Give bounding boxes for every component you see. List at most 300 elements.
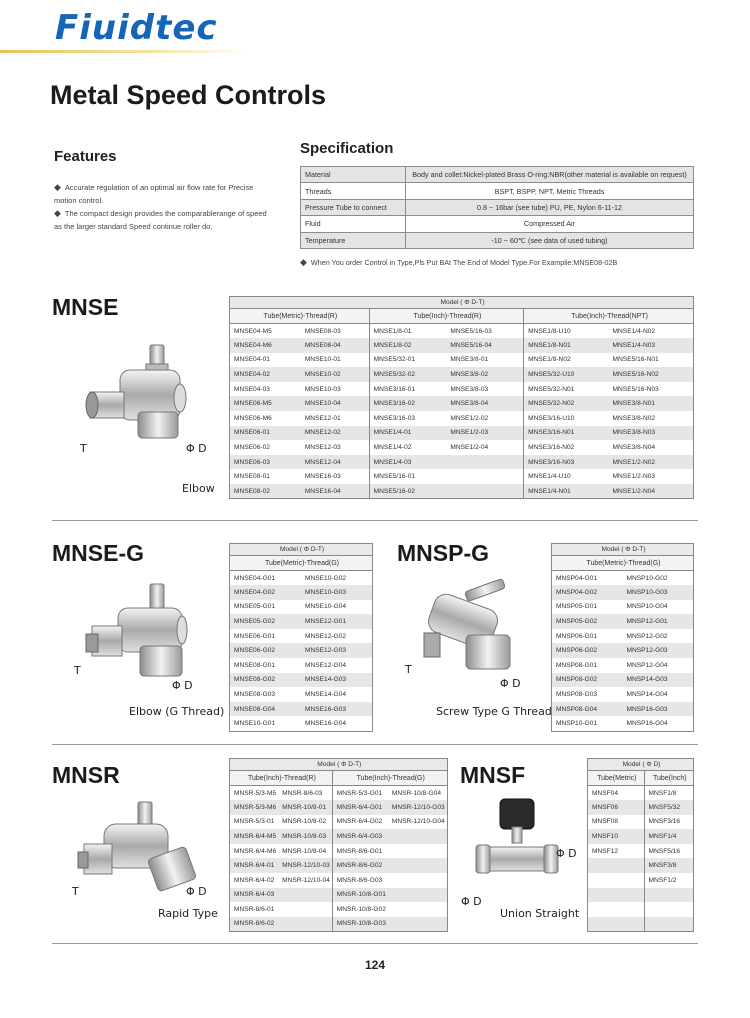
model-cell: MNSE3/16-U10 [524,411,609,426]
model-cell: MNSR-6/4-G01 [332,800,388,815]
model-cell: MNSE06-02 [234,444,270,452]
table-row [230,902,448,917]
table-row [552,673,694,688]
model-cell: MNSE16-G04 [305,719,347,727]
model-cell: MNSE12-04 [301,455,369,470]
model-cell: MNSE1/4-01 [369,426,446,441]
table-row [552,629,694,644]
table-row [230,367,694,382]
model-cell: MNSP08-G04 [552,702,623,717]
model-cell: MNSR-10/8-01 [278,800,332,815]
table-row [552,600,694,615]
mnsf-union-straight-image [472,795,572,895]
model-cell: MNSR-10/8-G02 [332,902,388,917]
model-cell: MNSR-10/8-03 [278,829,332,844]
model-cell: MNSE1/4-03 [369,455,446,470]
model-cell: MNSE16-G03 [301,702,373,717]
table-row [230,353,694,368]
model-cell: MNSE5/16-04 [446,338,523,353]
model-cell: MNSE10-03 [304,385,341,393]
model-cell: MNSE5/16-02 [369,484,446,499]
table-row [230,658,373,673]
table-row [552,571,694,586]
model-cell: MNSE1/2-03 [446,426,523,441]
model-cell: MNSE3/8-03 [450,385,489,393]
model-cell: MNSP05-G01 [556,603,598,611]
model-cell: MNSP14-G03 [623,673,694,688]
model-cell: MNSE1/2-N02 [609,455,694,470]
model-cell: MNSE10-01 [304,356,341,364]
model-cell [588,858,645,873]
model-cell: MNSE16-03 [304,473,341,481]
model-cell: MNSE1/8-02 [369,338,446,353]
model-cell [388,902,447,917]
table-row [230,455,694,470]
model-cell: MNSE5/16-01 [369,469,446,484]
spec-value: Body and collet:Nickel-plated Brass O-ring:NBR(other material is available on request) [406,167,694,183]
table-row [552,585,694,600]
spec-value: Compressed Air [406,216,694,232]
model-cell: MNSE08-01 [234,473,270,481]
model-cell: MNSE04-M5 [234,327,272,335]
spec-row [301,167,694,183]
model-cell: MNSR-8/6-03 [282,789,323,797]
model-cell: MNSF10 [588,829,645,844]
mnse-g-model-table [229,543,373,732]
model-cell: MNSF1/4 [644,829,693,844]
model-cell [588,873,645,888]
table-row [552,643,694,658]
model-cell: MNSE08-G01 [234,661,276,669]
table-row [588,800,694,815]
table-row [230,396,694,411]
model-cell: MNSE3/16-N02 [524,440,609,455]
model-cell: MNSF12 [592,847,619,855]
table-row [588,858,694,873]
model-cell: MNSE5/32-01 [369,353,446,368]
model-cell [388,888,447,903]
thread-label-t: T [72,885,79,898]
table-row [230,917,448,932]
table-row [230,585,373,600]
model-cell [388,873,447,888]
model-cell [388,917,447,932]
model-cell: MNSF04 [592,789,619,797]
model-cell: MNSP05-G02 [552,614,623,629]
model-cell: MNSE1/4-N02 [612,327,656,335]
model-cell: MNSE1/2-04 [450,444,489,452]
model-cell: MNSE1/2-N04 [609,484,694,499]
model-cell: MNSF08 [592,818,619,826]
spec-value: BSPT, BSPP, NPT, Metric Threads [406,183,694,199]
model-cell: MNSE10-02 [301,367,369,382]
group-header: Tube(Metric)-Thread(G) [552,556,694,571]
section-divider [52,744,698,745]
feature-item: ◆ The compact design provides the comparablerange of speed as the larger standard Speed continue roller do. [54,208,267,231]
table-row [230,469,694,484]
table-row [588,917,694,932]
table-row [588,888,694,903]
table-row [230,629,373,644]
diamond-bullet-icon: ◆ [54,182,61,192]
model-cell: MNSE12-02 [301,426,369,441]
model-cell: MNSE04-03 [234,385,270,393]
table-row [230,786,448,801]
table-row [230,614,373,629]
brand-logo: Fiuidtec [55,8,218,48]
model-cell: MNSE3/16-N01 [524,426,609,441]
model-cell: MNSR-10/8-02 [282,818,327,826]
group-header: Tube(Inch)-Thread(NPT) [524,309,694,324]
model-cell: MNSR-6/4-M5 [230,829,279,844]
model-cell: MNSE3/8-N01 [609,396,694,411]
model-cell: MNSR-12/10-04 [282,876,330,884]
model-cell: MNSE04-M6 [230,338,301,353]
model-cell: MNSE12-G03 [301,643,373,658]
model-cell: MNSP08-G03 [556,691,598,699]
model-cell: MNSE5/32-02 [369,367,446,382]
group-header: Tube(Metric) [588,771,645,786]
model-cell: MNSE14-G03 [301,673,373,688]
mnse-g-title: MNSE-G [52,540,144,566]
mnsr-title: MNSR [52,762,120,788]
group-header: Tube(Metric)-Thread(R) [230,309,370,324]
model-cell: MNSP06-G01 [556,632,598,640]
model-cell: MNSE1/4-02 [369,440,446,455]
model-cell: MNSE05-G01 [234,603,276,611]
mnsp-g-title: MNSP-G [397,540,489,566]
thread-label-t: T [74,664,81,677]
model-cell: MNSE3/16-03 [369,411,446,426]
table-row [552,614,694,629]
model-cell: MNSE08-G03 [234,691,276,699]
model-cell [278,902,332,917]
model-cell [388,858,447,873]
model-cell: MNSF3/8 [644,858,693,873]
model-cell: MNSR-6/4-M6 [234,847,277,855]
model-cell: MNSR-5/3-M5 [234,789,277,797]
table-row [230,382,694,397]
mnse-caption: Elbow [182,482,215,495]
model-cell: MNSR-5/3-01 [234,818,275,826]
model-cell: MNSR-6/4-G03 [332,829,388,844]
spec-key: Material [301,167,406,183]
table-row [588,902,694,917]
model-cell: MNSE5/16-N01 [612,356,659,364]
model-cell [446,484,523,499]
spec-key: Fluid [301,216,406,232]
table-row [230,338,694,353]
page-title: Metal Speed Controls [50,80,327,110]
model-cell: MNSE08-03 [304,327,341,335]
model-cell: MNSP12-G01 [623,614,694,629]
table-row [230,687,373,702]
model-cell: MNSE10-G03 [301,585,373,600]
group-header: Tube(Inch)-Thread(R) [369,309,523,324]
mnse-title: MNSE [52,294,119,320]
spec-key: Pressure Tube to connect [301,199,406,215]
model-cell: MNSR-8/6-G03 [332,873,388,888]
model-cell: MNSE12-G02 [305,632,347,640]
model-cell: MNSP10-G04 [626,603,668,611]
model-cell: MNSP04-G02 [552,585,623,600]
model-cell: MNSE1/4-N03 [609,338,694,353]
spec-value: -10 ~ 60℃ (see data of used tubing) [406,232,694,248]
model-cell: MNSE3/8-N03 [609,426,694,441]
model-header: Model ( Φ D-T) [230,544,373,556]
model-cell: MNSP14-G04 [626,691,668,699]
model-cell: MNSE10-G04 [305,603,347,611]
model-cell: MNSF06 [588,800,645,815]
model-cell: MNSR-6/4-G02 [332,815,388,830]
mnsr-caption: Rapid Type [158,907,218,920]
tube-diameter-label: Φ D [186,442,207,455]
model-cell [388,844,447,859]
model-cell: MNSE5/16-N02 [609,367,694,382]
model-cell: MNSE3/8-04 [446,396,523,411]
model-cell: MNSE08-G02 [230,673,302,688]
logo-underline [0,50,250,53]
tube-diameter-label: Φ D [556,847,577,860]
mnse-elbow-fitting-image [80,340,200,445]
model-cell: MNSF1/8 [644,786,693,801]
model-cell: MNSE3/8-02 [446,367,523,382]
model-cell: MNSE06-03 [230,455,301,470]
mnsr-rapid-fitting-image [74,800,204,900]
model-cell: MNSF3/16 [644,815,693,830]
specification-table [300,166,694,249]
mnsf-caption: Union Straight [500,907,580,920]
model-cell: MNSE10-G01 [234,719,276,727]
model-header: Model ( Φ D-T) [552,544,694,556]
model-cell: MNSP04-G01 [556,574,598,582]
diamond-bullet-icon: ◆ [54,208,61,218]
model-cell: MNSR-8/6-01 [234,906,275,914]
model-cell: MNSE1/2-N03 [612,473,656,481]
table-row [230,858,448,873]
model-cell: MNSE14-G04 [305,691,347,699]
model-cell: MNSE06-M6 [234,414,272,422]
mnsp-g-screw-fitting-image [410,575,540,685]
model-cell: MNSE06-G01 [234,632,276,640]
model-cell: MNSP12-G03 [623,643,694,658]
model-cell: MNSE1/4-N01 [524,484,609,499]
model-cell: MNSR-10/8-G04 [391,789,441,797]
model-cell: MNSR-8/6-G02 [332,858,388,873]
model-cell: MNSE5/32-N01 [524,382,609,397]
model-cell: MNSE06-M5 [230,396,301,411]
model-cell: MNSE10-G02 [305,574,347,582]
table-row [230,411,694,426]
model-cell: MNSE1/2-02 [450,414,489,422]
model-cell: MNSE5/16-N03 [612,385,659,393]
model-cell: MNSR-10/8-G03 [332,917,388,932]
model-cell: MNSE04-01 [234,356,270,364]
tube-diameter-label: Φ D [500,677,521,690]
table-row [230,844,448,859]
model-cell: MNSP10-G02 [626,574,668,582]
page-number: 124 [364,958,386,972]
model-cell: MNSR-5/3-M6 [230,800,279,815]
model-cell: MNSE12-G04 [305,661,347,669]
model-cell [644,902,693,917]
table-row [230,716,373,731]
model-cell [446,455,523,470]
table-row [230,643,373,658]
table-row [230,426,694,441]
spec-row [301,232,694,248]
tube-diameter-label: Φ D [461,895,482,908]
model-cell [588,917,645,932]
model-cell: MNSE3/16-N03 [524,455,609,470]
model-header: Model ( Φ D-T) [230,759,448,771]
mnsp-g-caption: Screw Type G Thread [436,705,552,718]
model-cell: MNSR-10/8-04 [282,847,327,855]
table-row [588,815,694,830]
feature-item: ◆ Accurate regulation of an optimal air flow rate for Precise motion control. [54,182,254,205]
model-cell: MNSE3/16-02 [369,396,446,411]
model-cell [446,469,523,484]
thread-label-t: T [80,442,87,455]
spec-key: Threads [301,183,406,199]
model-cell: MNSE04-G01 [234,574,276,582]
footer-divider [52,943,698,944]
model-cell: MNSF1/2 [644,873,693,888]
model-cell: MNSE12-03 [304,444,341,452]
model-cell: MNSR-6/4-01 [230,858,279,873]
model-cell: MNSR-6/4-02 [234,876,275,884]
model-cell [588,902,645,917]
table-row [230,800,448,815]
table-row [552,702,694,717]
model-cell: MNSE3/8-01 [450,356,489,364]
model-cell: MNSE5/16-03 [450,327,492,335]
model-cell [644,917,693,932]
model-cell: MNSE04-02 [230,367,301,382]
table-row [588,844,694,859]
model-cell: MNSE1/4-U10 [524,469,609,484]
diamond-bullet-icon: ◆ [300,257,307,267]
model-cell: MNSP10-G01 [556,719,598,727]
mnsr-model-table [229,758,448,932]
model-cell: MNSE12-G01 [301,614,373,629]
section-divider [52,520,698,521]
model-cell: MNSE04-G02 [230,585,302,600]
model-cell: MNSR-5/3-G01 [332,786,388,801]
features-list [54,181,269,233]
model-cell: MNSR-12/10-03 [278,858,332,873]
model-cell: MNSE05-G02 [230,614,302,629]
model-cell: MNSP16-G03 [623,702,694,717]
model-cell: MNSR-8/6-G01 [332,844,388,859]
model-cell: MNSE1/8-N02 [524,353,609,368]
model-cell: MNSE1/8-N01 [524,338,609,353]
thread-label-t: T [405,663,412,676]
spec-key: Temperature [301,232,406,248]
table-row [552,716,694,731]
group-header: Tube(Inch)-Thread(G) [332,771,447,786]
model-cell: MNSE10-04 [301,396,369,411]
model-cell: MNSE08-04 [301,338,369,353]
model-cell: MNSR-10/8-G01 [332,888,388,903]
spec-row [301,183,694,199]
model-cell: MNSE5/32-N02 [524,396,609,411]
mnse-g-elbow-fitting-image [78,580,198,690]
table-row [230,484,694,499]
table-row [230,873,448,888]
group-header: Tube(Inch)-Thread(R) [230,771,333,786]
model-cell: MNSF5/16 [644,844,693,859]
table-row [230,702,373,717]
model-cell: MNSP12-G04 [626,661,668,669]
model-cell: MNSE06-G02 [230,643,302,658]
table-row [230,440,694,455]
model-cell: MNSE06-01 [230,426,301,441]
spec-row [301,216,694,232]
model-cell: MNSE08-G04 [230,702,302,717]
model-cell: MNSE16-04 [301,484,369,499]
table-row [588,873,694,888]
model-cell: MNSP16-G04 [626,719,668,727]
model-cell: MNSE3/8-N04 [612,444,656,452]
mnse-model-table [229,296,694,499]
mnse-g-caption: Elbow (G Thread) [129,705,225,718]
model-cell: MNSP08-G01 [556,661,598,669]
model-cell: MNSE1/8-U10 [524,324,609,339]
group-header: Tube(Inch) [644,771,693,786]
model-cell: MNSP06-G02 [552,643,623,658]
model-cell: MNSF5/32 [644,800,693,815]
model-cell: MNSE5/32-U10 [524,367,609,382]
features-title: Features [54,148,117,165]
model-cell: MNSR-12/10-G03 [388,800,447,815]
model-cell: MNSE12-01 [304,414,341,422]
model-cell: MNSP12-G02 [626,632,668,640]
table-row [230,324,694,339]
model-header: Model ( Φ D-T) [230,297,694,309]
model-cell [588,888,645,903]
mnsf-model-table [587,758,694,932]
mnsp-g-model-table [551,543,694,732]
specification-title: Specification [300,140,394,157]
table-row [588,786,694,801]
table-row [230,571,373,586]
group-header: Tube(Metric)-Thread(G) [230,556,373,571]
mnsf-title: MNSF [460,762,526,788]
model-cell [644,888,693,903]
model-cell: MNSE1/8-01 [369,324,446,339]
tube-diameter-label: Φ D [172,679,193,692]
table-row [230,673,373,688]
model-cell: MNSP08-G02 [552,673,623,688]
model-cell: MNSR-8/6-02 [230,917,279,932]
table-row [552,658,694,673]
table-row [588,829,694,844]
model-header: Model ( Φ D) [588,759,694,771]
model-cell [388,829,447,844]
order-note: ◆ When You order Control in Type,Pls Put BAt The End of Model Type.For Examplie:MNSE08-02B [300,257,618,267]
table-row [230,815,448,830]
table-row [230,600,373,615]
model-cell: MNSE3/16-01 [369,382,446,397]
model-cell [278,917,332,932]
model-cell: MNSR-6/4-03 [230,888,279,903]
table-row [230,888,448,903]
table-row [230,829,448,844]
tube-diameter-label: Φ D [186,885,207,898]
model-cell: MNSR-12/10-G04 [391,818,445,826]
table-row [552,687,694,702]
